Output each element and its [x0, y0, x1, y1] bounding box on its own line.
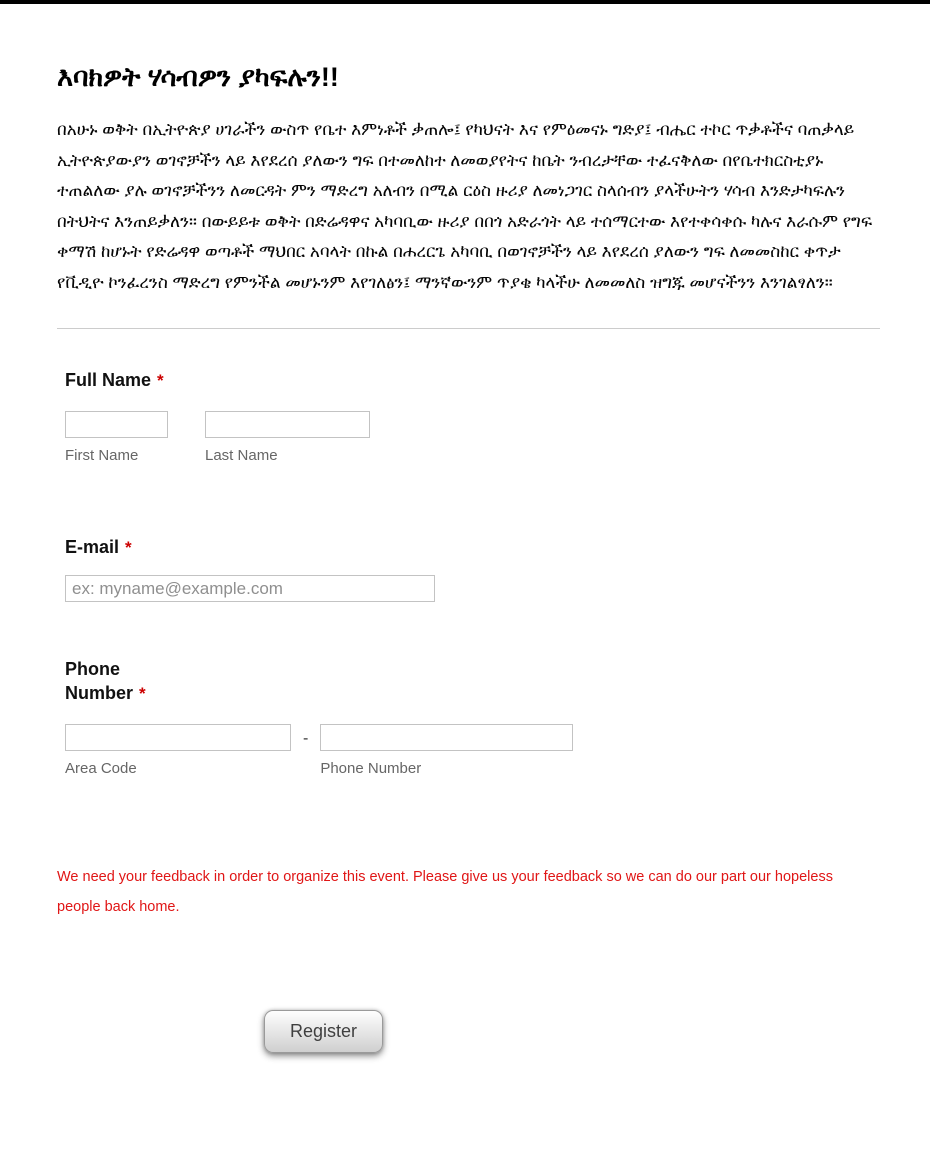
phone-separator-dash: - — [303, 730, 309, 747]
email-label-row — [65, 535, 880, 559]
feedback-note: We need your feedback in order to organize this event. Please give us your feedback so we can do our part our hopeless people back home. — [57, 869, 833, 915]
email-required-asterisk: * — [125, 538, 132, 557]
phone-label-row — [65, 657, 177, 705]
registration-form-page — [0, 62, 930, 1113]
area-code-sublabel: Area Code — [65, 760, 137, 777]
email-field — [65, 535, 880, 602]
register-button[interactable]: Register — [264, 1010, 383, 1053]
full-name-inputs-row — [65, 411, 880, 464]
last-name-column — [205, 411, 370, 464]
first-name-column — [65, 411, 168, 464]
last-name-input[interactable] — [205, 411, 370, 438]
full-name-label-row — [65, 368, 880, 392]
page-title: እባክዎት ሃሳብዎን ያካፍሉን!! — [57, 62, 339, 92]
intro-paragraph: በአሁኑ ወቅት በኢትዮጵያ ሀገራችን ውስጥ የቤተ እምነቶች ቃጠሎ፤ የካህናት እና የምዕመናኑ ግድያ፤ ብሔር ተኮር ጥቃቶችና ባጠቃላይ ኢትዮጵያውያን ወገኖቻችን ላይ እየደረሰ ያለውን ግፍ በተመለከተ ለመወያየትና ከቤት ንብረታቸው ተፈናቅለው በየቤተክርስቲያኑ ተጠልለው ያሉ ወገኖቻችንን ለመርዳት ምን ማድረግ አለብን በሚል ርዕስ ዙሪያ ለመነጋገር ስላሰብን ያላችሁትን ሃሳብ እንድታካፍሉን በትህትና እንጠይቃለን። በውይይቱ ወቅት በድሬዳዋና አካባቢው ዙሪያ በበጎ አድራጎት ላይ ተሰማርተው እየተቀሳቀሱ ካሉና እራሱም የግፍ ቀማሽ ከሆኑት የድሬዳዋ ወጣቶች ማህበር አባላት በኩል በሐረርጌ አካባቢ በወገኖቻችን ላይ እየደረሰ ያለውን ግፍ ለመመስከር ቀጥታ የቪዲዮ ኮንፈረንስ ማድረግ የምንችል መሆኑንም እየገለፅን፤ ማንኛውንም ጥያቄ ካላችሁ ለመመለስ ዝግጁ መሆናችንን እንገልፃለን። — [57, 120, 873, 292]
form-area — [57, 368, 880, 777]
section-divider — [57, 328, 880, 329]
email-label: E-mail — [65, 537, 120, 557]
phone-label: Phone Number — [65, 659, 134, 703]
full-name-field — [65, 368, 880, 464]
phone-number-column — [320, 724, 573, 777]
first-name-sublabel: First Name — [65, 447, 139, 464]
phone-number-sublabel: Phone Number — [320, 760, 422, 777]
email-input[interactable] — [65, 575, 435, 602]
phone-number-input[interactable] — [320, 724, 573, 751]
phone-required-asterisk: * — [139, 684, 146, 703]
top-bar — [0, 0, 930, 4]
last-name-sublabel: Last Name — [205, 447, 278, 464]
full-name-label: Full Name — [65, 370, 152, 390]
first-name-input[interactable] — [65, 411, 168, 438]
phone-inputs-row — [65, 724, 880, 777]
full-name-required-asterisk: * — [157, 371, 164, 390]
phone-field — [65, 657, 880, 777]
area-code-column — [65, 724, 291, 777]
submit-row — [57, 1010, 880, 1053]
area-code-input[interactable] — [65, 724, 291, 751]
